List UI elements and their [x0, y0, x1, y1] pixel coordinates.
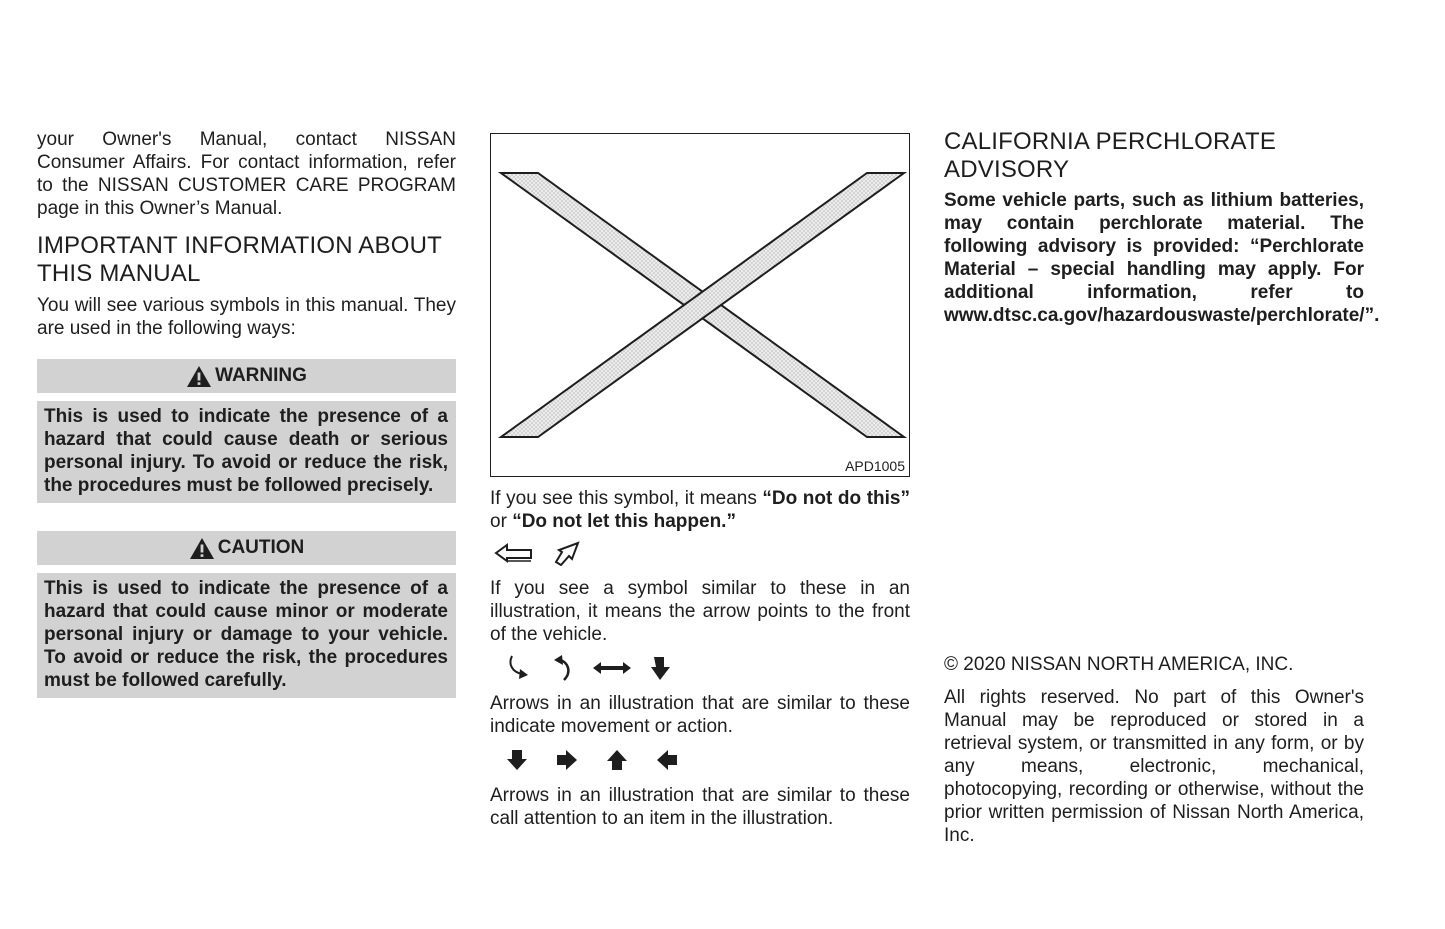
bent-arrow-down-icon — [648, 655, 674, 681]
front-arrows-paragraph: If you see a symbol similar to these in an illustration, it means the arrow points to the front of the vehicle. — [490, 578, 910, 645]
symbol-text-bold2: “Do not let this happen.” — [512, 511, 736, 532]
warning-header — [37, 359, 456, 393]
front-arrows-row — [490, 537, 910, 569]
copyright-line: © 2020 NISSAN NORTH AMERICA, INC. — [944, 654, 1294, 675]
perchlorate-advisory: Some vehicle parts, such as lithium batteries, may contain perchlorate material. The following advisory is provided: “Perchlorate Material – special handling may apply. For additional information, refer to www.dtsc.ca.gov/hazardouswaste/perchlorate/”. — [944, 190, 1380, 326]
symbol-text-or: or — [490, 511, 513, 532]
symbol-text-prefix: If you see this symbol, it means — [490, 488, 763, 509]
right-column — [944, 128, 1380, 327]
curved-arrow-up-icon — [552, 654, 576, 682]
copyright-block — [944, 653, 1364, 847]
section-paragraph: You will see various symbols in this manual. They are used in the following ways: — [37, 295, 456, 339]
do-not-symbol-figure — [490, 133, 910, 477]
rights-paragraph: All rights reserved. No part of this Owner's Manual may be reproduced or stored in a retrieval system, or transmitted in any form, or by any means, electronic, mechanical, photocopying, recording or otherwise, without the prior written permission of Nissan North America, Inc. — [944, 687, 1364, 846]
movement-arrows-paragraph: Arrows in an illustration that are similar to these indicate movement or action. — [490, 693, 910, 737]
arrow-up-icon — [606, 749, 628, 771]
caution-header — [37, 531, 456, 565]
figure-label: APD1005 — [845, 458, 905, 474]
left-column — [37, 128, 456, 698]
front-arrow-outline-left-icon — [494, 542, 534, 564]
middle-column — [490, 133, 910, 830]
caution-title: CAUTION — [217, 537, 305, 558]
arrow-down-icon — [506, 749, 528, 771]
symbol-text-bold1: “Do not do this” — [762, 488, 910, 509]
arrow-left-icon — [656, 749, 678, 771]
intro-paragraph: your Owner's Manual, contact NISSAN Consumer Affairs. For contact information, refer to the NISSAN CUSTOMER CARE PROGRAM page in this Owner’s Manual. — [37, 129, 456, 219]
arrow-right-icon — [556, 749, 578, 771]
perchlorate-heading: CALIFORNIA PERCHLORATE ADVISORY — [944, 128, 1277, 183]
warning-title: WARNING — [215, 365, 307, 386]
x-mark-icon — [491, 134, 909, 476]
double-arrow-icon — [592, 660, 632, 676]
curved-arrow-down-icon — [506, 654, 530, 682]
caution-triangle-icon — [189, 537, 215, 560]
symbol-paragraph — [490, 487, 910, 533]
section-heading: IMPORTANT INFORMATION ABOUT THIS MANUAL — [37, 232, 442, 287]
warning-triangle-icon — [186, 365, 212, 388]
front-arrow-outline-diagonal-icon — [552, 540, 584, 566]
caution-text: This is used to indicate the presence of a hazard that could cause minor or moderate personal injury or damage to your vehicle. To avoid or reduce the risk, the procedures must be followed carefully. — [37, 573, 456, 698]
warning-text: This is used to indicate the presence of a hazard that could cause death or serious personal injury. To avoid or reduce the risk, the procedures must be followed precisely. — [37, 401, 456, 503]
movement-arrows-row — [490, 652, 910, 684]
attention-arrows-paragraph: Arrows in an illustration that are similar to these call attention to an item in the illustration. — [490, 785, 910, 829]
attention-arrows-row — [490, 744, 910, 776]
